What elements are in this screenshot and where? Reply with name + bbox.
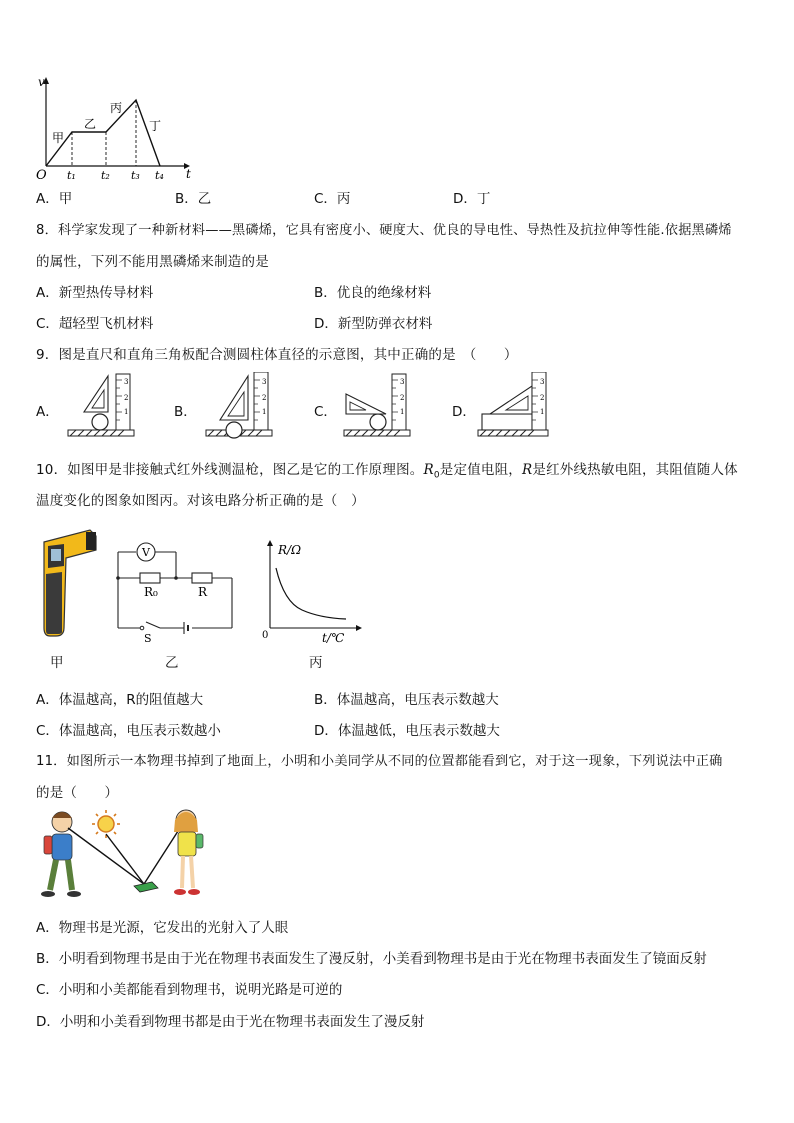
q10-stem-line1: 10．如图甲是非接触式红外线测温枪，图乙是它的工作原理图。$R_0$是定值电阻，R是红外线热敏电阻，其阻值随人体 [36,462,738,481]
q7-segment-ding: 丁 [149,119,162,133]
q10-switch-label: S [144,632,152,645]
q7-t-label: t [186,167,191,181]
q7-option-a[interactable]: A．甲 [36,191,73,207]
q7-option-d[interactable]: D．丁 [453,191,491,207]
svg-text:1: 1 [262,408,267,416]
q9-figure-d [476,372,552,440]
q7-origin-label: O [36,168,47,183]
q9-figure-a [66,372,136,440]
q11-option-d[interactable]: D．小明和小美看到物理书都是由于光在物理书表面发生了漫反射 [36,1014,425,1030]
q7-segment-bing: 丙 [110,101,123,115]
q10-graph-origin: 0 [262,630,269,641]
svg-text:2: 2 [124,394,129,402]
svg-text:3: 3 [262,378,267,386]
q10-r-label: R [198,585,208,599]
q7-segment-yi: 乙 [84,117,97,131]
q10-voltmeter-label: V [142,546,150,559]
q10-r0-label: R₀ [144,585,158,599]
svg-text:2: 2 [540,394,545,402]
q10-option-c[interactable]: C．体温越高，电压表示数越小 [36,723,221,739]
q8-stem-line2: 的属性，下列不能用黑磷烯来制造的是 [36,254,269,270]
q7-tick-t1: t₁ [67,169,76,182]
q10-option-b[interactable]: B．体温越高，电压表示数越大 [314,692,499,708]
q7-option-c[interactable]: C．丙 [314,191,351,207]
q11-option-c[interactable]: C．小明和小美都能看到物理书，说明光路是可逆的 [36,982,343,998]
q10-graph-xlabel: t/℃ [322,631,345,645]
q9-figure-c [342,372,412,440]
q9-figure-b [204,372,274,440]
svg-text:1: 1 [124,408,129,416]
q8-stem-line1: 8．科学家发现了一种新材料——黑磷烯，它具有密度小、硬度大、优良的导电性、导热性及抗拉伸等性能.依据黑磷烯 [36,223,732,238]
q7-segment-jia: 甲 [52,131,65,145]
q9-option-d[interactable]: D． [452,404,476,420]
q9-option-c[interactable]: C． [314,404,337,420]
svg-text:2: 2 [400,394,405,402]
q11-illustration [36,806,216,904]
q7-tick-t2: t₂ [101,169,110,182]
svg-text:1: 1 [540,408,545,416]
q8-option-a[interactable]: A．新型热传导材料 [36,285,154,301]
q11-stem-line1: 11．如图所示一本物理书掉到了地面上，小明和小美同学从不同的位置都能看到它，对于这一现象，下列说法中正确 [36,754,723,769]
q8-option-c[interactable]: C．超轻型飞机材料 [36,316,154,332]
svg-text:3: 3 [540,378,545,386]
q7-tick-t4: t₄ [155,169,164,182]
q10-circuit-diagram [110,540,240,648]
svg-text:3: 3 [124,378,129,386]
q10-option-a[interactable]: A．体温越高，R的阻值越大 [36,692,204,708]
q10-option-d[interactable]: D．体温越低，电压表示数越大 [314,723,500,739]
q9-stem: 9．图是直尺和直角三角板配合测圆柱体直径的示意图，其中正确的是 （ ） [36,347,518,363]
q7-v-label: v [38,76,45,89]
q11-stem-line2: 的是（ ） [36,785,119,801]
q10-figure-bing-label: 丙 [309,655,323,671]
q11-option-a[interactable]: A．物理书是光源，它发出的光射入了人眼 [36,920,289,936]
q10-resistance-temperature-graph [258,538,368,646]
q9-option-a[interactable]: A． [36,404,59,420]
q10-graph-ylabel: R/Ω [278,543,302,557]
q8-option-d[interactable]: D．新型防弹衣材料 [314,316,433,332]
svg-text:2: 2 [262,394,267,402]
q9-option-b[interactable]: B． [174,404,197,420]
svg-text:3: 3 [400,378,405,386]
q7-vt-graph [34,76,194,184]
q7-option-b[interactable]: B．乙 [175,191,212,207]
q10-stem-line2: 温度变化的图象如图丙。对该电路分析正确的是（ ） [36,493,365,509]
q10-thermometer-gun-image [38,528,102,640]
q11-option-b[interactable]: B．小明看到物理书是由于光在物理书表面发生了漫反射，小美看到物理书是由于光在物理书表面发生了镜面反射 [36,951,707,967]
q10-figure-jia-label: 甲 [50,655,64,671]
q7-tick-t3: t₃ [131,169,140,182]
svg-text:1: 1 [400,408,405,416]
q8-option-b[interactable]: B．优良的绝缘材料 [314,285,432,301]
q10-figure-yi-label: 乙 [165,655,179,671]
